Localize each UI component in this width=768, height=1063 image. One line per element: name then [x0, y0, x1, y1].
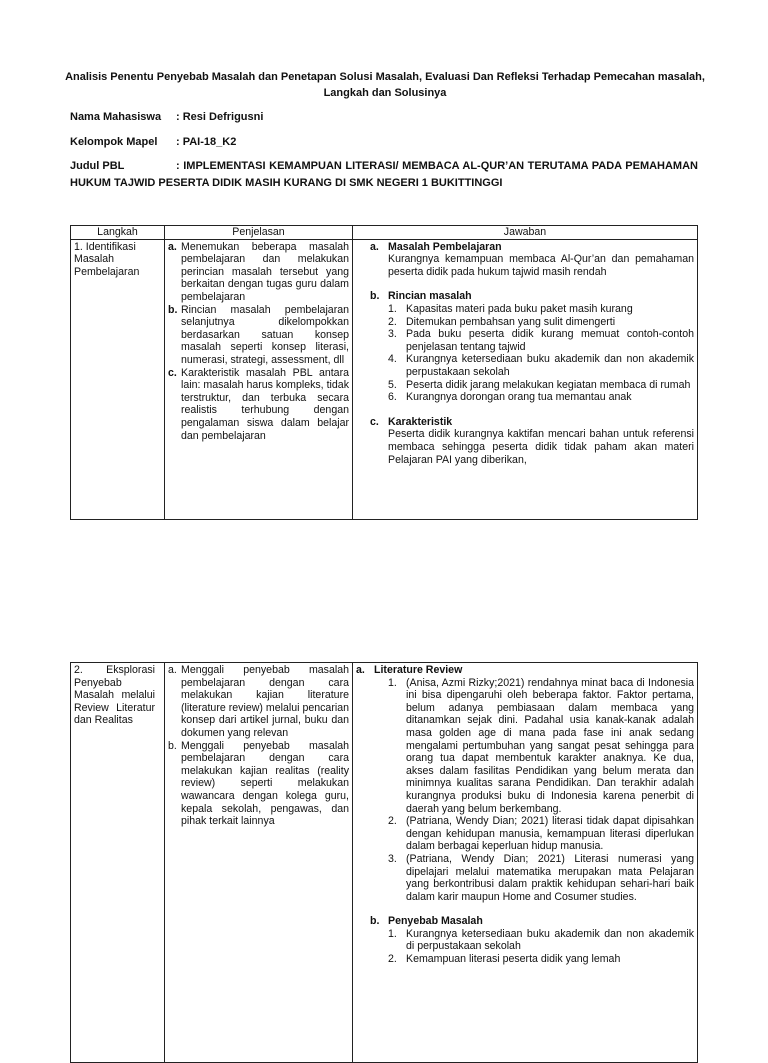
list-item — [168, 740, 349, 828]
penjelasan-cell — [165, 239, 353, 519]
section-title: Literature Review — [374, 664, 463, 676]
kelompok-label: Kelompok Mapel — [70, 136, 158, 148]
item-text: Menggali penyebab masalah pembelajaran dengan cara melakukan kajian realitas (reality review) seperti melakukan wawancara dengan kolega guru, kepala sekolah, pengawas, dan pihak terkait lainnya — [181, 739, 349, 828]
section-heading — [370, 290, 694, 303]
section-heading — [370, 915, 694, 928]
list-item — [168, 241, 349, 304]
item-marker: a. — [168, 240, 177, 253]
langkah-text: 2. Eksplorasi Penyebab Masalah melalui Review Literatur dan Realitas — [74, 664, 155, 727]
section-marker: c. — [370, 415, 379, 428]
item-marker: b. — [168, 739, 177, 752]
item-number: 1. — [388, 302, 397, 315]
item-number: 6. — [388, 391, 397, 404]
judul-value: : IMPLEMENTASI KEMAMPUAN LITERASI/ MEMBACA AL-QUR’AN TERUTAMA PADA PEMAHAMAN HUKUM TAJWID PESERTA DIDIK MASIH KURANG DI SMK NEGERI 1 BUKITTINGGI — [70, 160, 698, 189]
header-penjelasan: Penjelasan — [165, 226, 353, 240]
item-text: Kurangnya ketersediaan buku akademik dan non akademik di perpustakaan sekolah — [406, 927, 694, 953]
item-text: (Patriana, Wendy Dian; 2021) literasi tidak dapat dipisahkan dengan kehidupan manusia, kemampuan literasi diperlukan dalam berbagai keperluan hidup manusia. — [406, 815, 694, 853]
list-item — [388, 379, 694, 392]
header-jawaban: Jawaban — [353, 226, 698, 240]
item-text: Kurangnya dorongan orang tua memantau anak — [406, 391, 632, 404]
item-marker: b. — [168, 303, 178, 316]
item-text: Karakteristik masalah PBL antara lain: masalah harus kompleks, tidak terstruktur, dan terbuka secara realistis terhubung dengan pengalaman siswa dalam belajar dan pembelajaran — [181, 366, 349, 442]
item-text: Kapasitas materi pada buku paket masih kurang — [406, 302, 633, 315]
item-text: Rincian masalah pembelajaran selanjutnya dikelompokkan berdasarkan satuan konsep masalah seperti konsep literasi, numerasi, strategi, assessment, dll — [181, 303, 349, 366]
list-item — [388, 303, 694, 316]
nama-label: Nama Mahasiswa — [70, 111, 162, 123]
item-number: 3. — [388, 852, 397, 865]
section-marker: a. — [370, 240, 379, 253]
list-item — [168, 367, 349, 443]
item-marker: a. — [168, 664, 177, 676]
pbl-table-1 — [70, 225, 698, 520]
penjelasan-cell — [165, 663, 353, 1063]
item-number: 4. — [388, 353, 397, 366]
section-marker: b. — [370, 290, 380, 303]
list-item — [388, 677, 694, 816]
item-text: (Patriana, Wendy Dian; 2021) Literasi numerasi yang dipelajari melalui matematika merupakan mata Pelajaran yang berkontribusi dalam praktik kehidupan sehari-hari baik dalam karir maupun Home and Cosumer studies. — [406, 852, 694, 903]
item-number: 2. — [388, 953, 397, 966]
table-header-row — [71, 226, 698, 240]
kelompok-value: : PAI-18_K2 — [176, 136, 237, 148]
list-item — [388, 328, 694, 353]
nama-value: : Resi Defrigusni — [176, 111, 264, 123]
item-text: (Anisa, Azmi Rizky;2021) rendahnya minat baca di Indonesia ini bisa dipengaruhi oleh beberapa faktor. Faktor pertama, belum adanya pembiasaan dalam membaca yang ditanamkan sejak dini. Padahal usia kanak-kanak adalah masa golden age di mana pada fase ini anak sedang mengalami pertumbuhan yang sangat pesat sehingga para orang tua dapat membentuk karakter anaknya. Ke dua, akses dalam fasilitas Pendidikan yang belum merata dan minimnya kualitas sarana Pendidikan. Dan terakhir adalah kurangnya produksi buku di Indonesia karena penerbit di daerah yang belum berkembang. — [406, 676, 694, 815]
item-text: Menemukan beberapa masalah pembelajaran dan melakukan perincian masalah tersebut yang berkaitan dengan tugas guru dalam pembelajaran — [181, 240, 349, 303]
list-item — [388, 953, 694, 966]
item-text: Pada buku peserta didik kurang memuat contoh-contoh penjelasan tentang tajwid — [406, 328, 694, 353]
section-marker: a. — [356, 664, 365, 676]
item-text: Kemampuan literasi peserta didik yang lemah — [406, 953, 621, 966]
item-text: Ditemukan pembahsan yang sulit dimengerti — [406, 315, 616, 328]
meta-kelompok — [70, 134, 236, 150]
section-title: Penyebab Masalah — [388, 915, 483, 928]
judul-label: Judul PBL — [70, 160, 125, 172]
list-item — [168, 664, 349, 740]
item-number: 1. — [388, 676, 397, 689]
item-number: 3. — [388, 328, 397, 341]
table-row — [71, 663, 698, 1063]
meta-judul — [70, 158, 698, 192]
section-text: Peserta didik kurangnya kaktifan mencari bahan untuk referensi membaca sehingga peserta didik tidak paham akan materi Pelajaran PAI yang diberikan, — [388, 428, 694, 466]
item-text: Kurangnya ketersediaan buku akademik dan non akademik perpustakaan sekolah — [406, 353, 694, 378]
section-title: Karakteristik — [388, 415, 453, 428]
section-heading — [370, 241, 694, 254]
section-heading — [370, 416, 694, 429]
item-text: Peserta didik jarang melakukan kegiatan membaca di rumah — [406, 378, 691, 391]
item-text: Menggali penyebab masalah pembelajaran dengan cara melakukan kajian literature (literature review) melalui pencarian konsep dari artikel jurnal, buku dan dokumen yang relevan — [181, 664, 349, 739]
item-number: 2. — [388, 815, 397, 828]
item-number: 5. — [388, 378, 397, 391]
item-number: 2. — [388, 315, 397, 328]
section-heading — [356, 664, 694, 677]
list-item — [168, 304, 349, 367]
pbl-table-2 — [70, 662, 698, 1063]
list-item — [388, 853, 694, 903]
table-row — [71, 239, 698, 519]
jawaban-cell — [353, 239, 698, 519]
section-marker: b. — [370, 915, 380, 928]
langkah-cell — [71, 239, 165, 519]
section-title: Masalah Pembelajaran — [388, 240, 502, 253]
item-number: 1. — [388, 927, 397, 940]
list-item — [388, 391, 694, 404]
list-item — [388, 353, 694, 378]
list-item — [388, 928, 694, 953]
section-title: Rincian masalah — [388, 290, 472, 303]
item-marker: c. — [168, 366, 177, 379]
langkah-text: 1. Identifikasi Masalah Pembelajaran — [74, 240, 140, 278]
jawaban-cell — [353, 663, 698, 1063]
list-item — [388, 815, 694, 853]
header-langkah: Langkah — [71, 226, 165, 240]
meta-nama — [70, 109, 263, 125]
document-title: Analisis Penentu Penyebab Masalah dan Penetapan Solusi Masalah, Evaluasi Dan Refleksi Terhadap Pemecahan masalah, Langkah dan Solusinya — [65, 71, 705, 99]
section-text: Kurangnya kemampuan membaca Al-Qur’an dan pemahaman peserta didik pada hukum tajwid masih rendah — [388, 253, 694, 278]
list-item — [388, 316, 694, 329]
langkah-cell — [71, 663, 165, 1063]
